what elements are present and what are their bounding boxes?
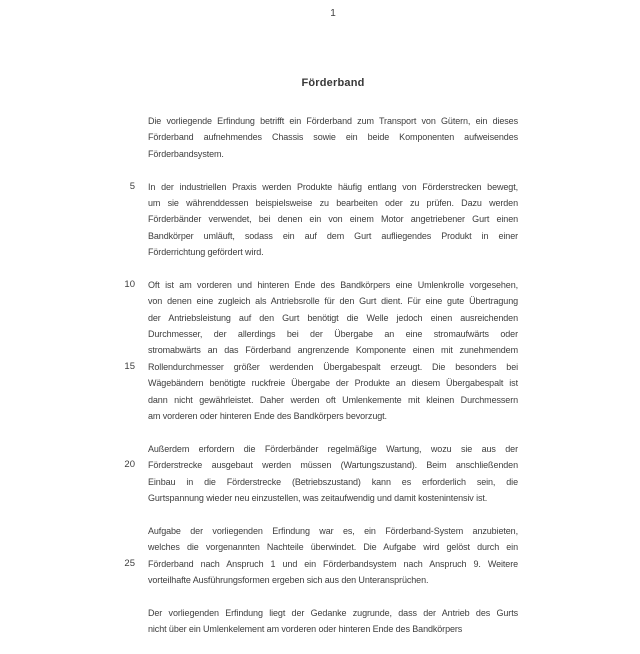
text-line: der Antriebsleistung auf den Gurt benötigt die Welle jedoch einen ausreichenden xyxy=(148,312,518,323)
text-line: Förderbandsystem. xyxy=(148,148,224,159)
text-line: Durchmesser, der allerdings bei der Übergabe an eine stromaufwärts oder xyxy=(148,329,518,340)
text-line: Förderband nach Anspruch 1 und ein Förderbandsystem nach Anspruch 9. Weitere 25 xyxy=(148,556,518,572)
text-line: Förderband aufnehmendes Chassis sowie ein beide Komponenten aufweisendes xyxy=(148,132,518,143)
text-line: Der vorliegenden Erfindung liegt der Gedanke zugrunde, dass der Antrieb des Gurts xyxy=(148,607,518,618)
paragraph xyxy=(124,441,518,507)
margin-line-number: 15 xyxy=(124,360,135,372)
text-line: Aufgabe der vorliegenden Erfindung war es, ein Förderband-System anzubieten, xyxy=(148,525,518,536)
text-line: dann nicht gewährleistet. Daher werden oft Umlenkemente mit kleinen Durchmessern xyxy=(148,394,518,405)
paragraph xyxy=(148,113,518,162)
text-line: Wägebändern benötigte ruckfreie Übergabe der Produkte an diesem Übergabespalt ist xyxy=(148,378,518,389)
margin-line-number: 5 xyxy=(129,180,135,192)
text-line: von denen eine zugleich als Antriebsrolle für den Gurt dient. Für eine gute Übertragung xyxy=(148,296,518,307)
margin-line-number: 10 xyxy=(124,278,135,290)
text-line: vorteilhafte Ausführungsformen ergeben sich aus den Unteransprüchen. xyxy=(148,574,429,585)
text-line: Förderbänder verwendet, bei denen ein von einem Motor angetriebener Gurt einen xyxy=(148,214,518,225)
text-line: am vorderen oder hinteren Ende des Bandkörpers bevorzugt. xyxy=(148,411,387,422)
text-line: Einbau in die Förderstrecke (Betriebszustand) kann es erforderlich sein, die xyxy=(148,476,518,487)
text-line: Rollendurchmesser größer werdenden Übergabespalt erzeugt. Die besonders bei 15 xyxy=(148,359,518,375)
paragraph xyxy=(148,605,518,638)
text-line: um sie währenddessen beispielsweise zu bearbeiten oder zu prüfen. Dazu werden xyxy=(148,197,518,208)
margin-line-number: 25 xyxy=(124,557,135,569)
text-line: Gurtspannung wieder neu einzustellen, was zeitaufwendig und damit kostenintensiv ist. xyxy=(148,492,488,503)
document-title: Förderband xyxy=(301,77,365,89)
text-line: Außerdem erfordern die Förderbänder regelmäßige Wartung, wozu sie aus der xyxy=(148,443,518,454)
text-line: In der industriellen Praxis werden Produkte häufig entlang von Förderstrecken bewegt, 5 xyxy=(148,179,518,195)
text-line: Oft ist am vorderen und hinteren Ende des Bandkörpers eine Umlenkrolle vorgesehen, 10 xyxy=(148,277,518,293)
text-line: Bandkörper umläuft, sodass ein auf dem Gurt aufliegendes Produkt in einer xyxy=(148,230,518,241)
text-line: nicht über ein Umlenkelement am vorderen oder hinteren Ende des Bandkörpers xyxy=(148,624,463,635)
paragraph xyxy=(124,277,518,425)
page-number: 1 xyxy=(330,8,336,19)
text-line: Förderrichtung gefördert wird. xyxy=(148,247,264,258)
text-line: stromabwärts an das Förderband angrenzende Komponente einen mit zunehmendem xyxy=(148,345,518,356)
document-body xyxy=(124,113,518,654)
paragraph xyxy=(129,179,518,261)
text-line: welches die vorgenannten Nachteile überwindet. Die Aufgabe wird gelöst durch ein xyxy=(148,542,518,553)
margin-line-number: 20 xyxy=(124,459,135,471)
text-line: Die vorliegende Erfindung betrifft ein Förderband zum Transport von Gütern, ein dieses xyxy=(148,116,518,126)
paragraph xyxy=(124,523,518,589)
text-line: Förderstrecke ausgebaut werden müssen (Wartungszustand). Beim anschließenden 20 xyxy=(148,457,518,473)
